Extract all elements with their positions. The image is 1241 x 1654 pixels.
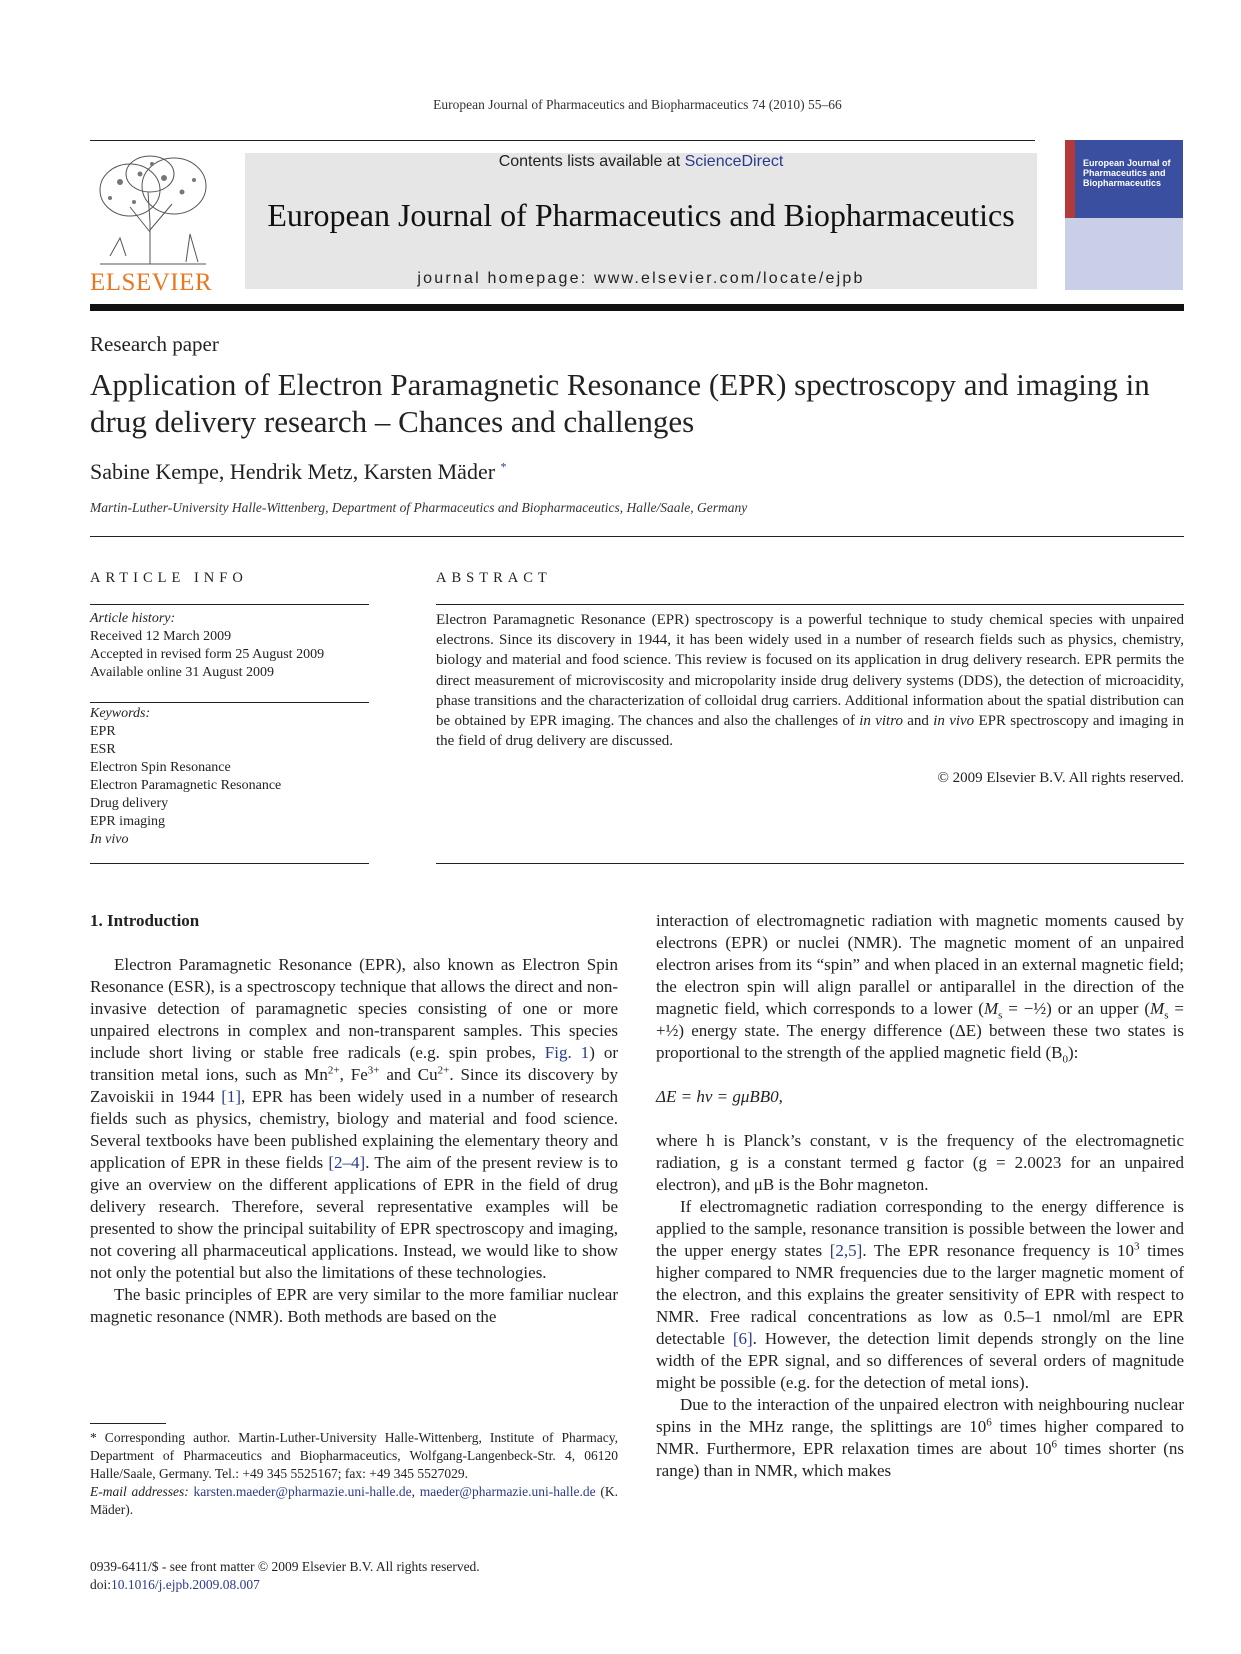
text: and Cu [379, 1065, 438, 1084]
superscript: 6 [986, 1416, 992, 1429]
email-link[interactable]: maeder@pharmazie.uni-halle.de [419, 1484, 596, 1499]
history-accepted: Accepted in revised form 25 August 2009 [90, 647, 325, 662]
abstract-copyright: © 2009 Elsevier B.V. All rights reserved. [937, 770, 1184, 786]
keyword-item: Electron Spin Resonance [90, 760, 231, 775]
text: . Since its discovery by Zavoiskii in 1944 [90, 1065, 619, 1106]
superscript: 2+ [437, 1064, 450, 1077]
history-online: Available online 31 August 2009 [90, 665, 275, 680]
email-tail: (K. Mäder). [90, 1484, 618, 1517]
email-label: E-mail addresses: [90, 1484, 194, 1499]
abstract-rule [436, 604, 1184, 605]
citation-link[interactable]: [6] [732, 1329, 753, 1348]
text: Due to the interaction of the unpaired electron with neighbouring nuclear spins in the MHz range, the splittings are 10 [656, 1395, 1184, 1436]
abstract-and: and [902, 713, 934, 730]
contents-line [245, 153, 1037, 171]
superscript: 6 [1051, 1438, 1057, 1451]
text: . However, the detection limit depends strongly on the line width of the EPR signal, and so differences of several orders of magnitude might be possible (e.g. for the detection of metal ions). [656, 1329, 1184, 1392]
subscript: s [1164, 1009, 1169, 1022]
text: ): [1067, 1043, 1079, 1062]
text: = +½) energy state. The energy difference (ΔE) between these two states is proportional to the strength of the applied magnetic field (B [656, 999, 1184, 1062]
paragraph [656, 1394, 1184, 1482]
keywords [90, 705, 281, 849]
paragraph [656, 910, 1184, 1064]
text: If electromagnetic radiation corresponding to the energy difference is applied to the sample, resonance transition is possible between the lower and the upper energy states [656, 1197, 1184, 1260]
sciencedirect-link[interactable]: ScienceDirect [684, 153, 784, 170]
article-title: Application of Electron Paramagnetic Resonance (EPR) spectroscopy and imaging in drug delivery research – Chances and challenges [90, 367, 1150, 439]
superscript: 2+ [327, 1064, 340, 1077]
history-rule [90, 702, 369, 703]
info-rule [90, 604, 369, 605]
citation-link[interactable]: [2–4] [328, 1153, 366, 1172]
abstract-part1: Electron Paramagnetic Resonance (EPR) spectroscopy is a powerful technique to study chemical species with unpaired electrons. Since its discovery in 1944, it has been widely used in a number of research fields such as physics, chemistry, biology and material and food science. This review is focused on its application in drug delivery research. EPR permits the direct measurement of microviscosity and micropolarity inside drug delivery systems (DDS), the detection of microacidity, phase transitions and the characterization of colloidal drug carriers. Additional information about the spatial distribution can be obtained by EPR imaging. The chances and also the challenges of [436, 612, 1184, 730]
body-column-right [656, 910, 1184, 1482]
keyword-item: EPR imaging [90, 814, 166, 829]
email-link[interactable]: karsten.maeder@pharmazie.uni-halle.de [193, 1484, 412, 1499]
journal-cover-thumbnail[interactable] [1065, 140, 1183, 290]
cover-lower-panel [1065, 218, 1183, 290]
separator: , [411, 1484, 420, 1499]
keyword-item: In vivo [90, 832, 129, 847]
elsevier-wordmark: ELSEVIER [90, 269, 213, 296]
abstract-heading: ABSTRACT [436, 570, 552, 586]
text: , Fe [339, 1065, 368, 1084]
superscript: 3+ [367, 1064, 380, 1077]
footnote-text: * Corresponding author. Martin-Luther-University Halle-Wittenberg, Institute of Pharmacy, Department of Pharmaceutics and Biopharmaceutics, Wolfgang-Langenbeck-Str. 4, 06120 Halle/Saale, Germany. Tel.: +49 345 5525167; fax: +49 345 5527029. [90, 1430, 618, 1481]
keyword-item: Electron Paramagnetic Resonance [90, 778, 282, 793]
body-column-left [90, 910, 618, 1328]
symbol: M [1150, 999, 1165, 1018]
keyword-item: EPR [90, 724, 116, 739]
publication-note [90, 1558, 480, 1594]
footnote-emails [90, 1483, 618, 1519]
abstract-text [436, 610, 1184, 751]
cover-title: European Journal of Pharmaceutics and Biopharmaceutics [1083, 158, 1171, 188]
affiliation-rule [90, 536, 1184, 537]
text: times higher compared to NMR. Furthermore, EPR relaxation times are about 10 [656, 1417, 1184, 1458]
article-history [90, 610, 324, 682]
abstract-in-vitro: in vitro [859, 713, 903, 730]
text: . The aim of the present review is to give an overview on the different applications of EPR in the field of drug delivery research. Therefore, several representative examples will be presented to show the principal suitability of EPR spectroscopy and imaging, not covering all pharmaceutical applications. Instead, we would like to show not only the potential but also the limitations of these technologies. [90, 1153, 619, 1282]
citation-link[interactable]: [1] [221, 1087, 242, 1106]
header-thick-rule [90, 304, 1184, 311]
text: Electron Paramagnetic Resonance (EPR), also known as Electron Spin Resonance (ESR), is a spectroscopy technique that allows the direct and non-invasive detection of paramagnetic species consisting of one or more unpaired electrons in complex and non-transparent samples. This species include short living or stable free radicals (e.g. spin probes, [90, 955, 618, 1062]
abstract-part2: EPR spectroscopy and imaging in the field of drug delivery are discussed. [436, 713, 1184, 750]
paragraph [656, 1196, 1184, 1394]
history-received: Received 12 March 2009 [90, 629, 232, 644]
contents-prefix: Contents lists available at [498, 153, 685, 170]
section-title: 1. Introduction [90, 911, 200, 930]
superscript: 3 [1134, 1240, 1140, 1253]
subscript: s [998, 1009, 1003, 1022]
text: ) or transition metal ions, such as Mn [90, 1043, 618, 1084]
issn-line: 0939-6411/$ - see front matter © 2009 Elsevier B.V. All rights reserved. [90, 1559, 480, 1574]
text: times shorter (ns range) than in NMR, which makes [656, 1439, 1184, 1480]
keywords-label: Keywords: [90, 706, 151, 721]
doi-line [90, 1576, 480, 1594]
footnote-rule [90, 1423, 166, 1424]
article-info-heading: ARTICLE INFO [90, 570, 248, 586]
keyword-item: Drug delivery [90, 796, 169, 811]
doi-link[interactable]: 10.1016/j.ejpb.2009.08.007 [111, 1577, 260, 1592]
abstract-in-vivo: in vivo [933, 713, 975, 730]
footnote [90, 1429, 618, 1519]
history-label: Article history: [90, 611, 176, 626]
text: times higher compared to NMR frequencies due to the larger magnetic moment of the electron, and this explains the greater sensitivity of EPR with respect to NMR. Free radical concentrations as low as 0.5–1 nmol/ml are EPR detectable [656, 1241, 1184, 1348]
text: interaction of electromagnetic radiation with magnetic moments caused by electrons (EPR) or nuclei (NMR). The magnetic moment of an unpaired electron arises from its “spin” and when placed in an external magnetic field; the electron spin will align parallel or antiparallel in the direction of the magnetic field, which corresponds to a lower ( [656, 911, 1184, 1018]
affiliation: Martin-Luther-University Halle-Wittenberg, Department of Pharmaceutics and Biopharmaceutics, Halle/Saale, Germany [90, 500, 748, 515]
header-rule [90, 140, 1035, 141]
elsevier-tree-icon [90, 152, 216, 266]
equation: ΔE = hv = gμBB0, [656, 1087, 783, 1106]
author-list [90, 459, 507, 485]
doi-prefix: doi: [90, 1577, 112, 1592]
abstract-bottom-rule [436, 863, 1184, 864]
elsevier-logo[interactable] [90, 152, 216, 296]
text: = −½) or an upper ( [1002, 999, 1151, 1018]
text: , EPR has been widely used in a number of research fields such as physics, chemistry, biology and material and food science. Several textbooks have been published explaining the elementary theory and application of EPR in these fields [90, 1087, 618, 1172]
paragraph [90, 954, 618, 1284]
corresponding-author-mark[interactable]: * [500, 459, 507, 474]
text: . The EPR resonance frequency is 10 [862, 1241, 1135, 1260]
subscript: 0 [1062, 1053, 1068, 1066]
symbol: M [983, 999, 999, 1018]
paragraph: where h is Planck’s constant, v is the frequency of the electromagnetic radiation, g is a constant termed g factor (g = 2.0023 for an unpaired electron), and μB is the Bohr magneton. [656, 1131, 1184, 1194]
paragraph: The basic principles of EPR are very similar to the more familiar nuclear magnetic resonance (NMR). Both methods are based on the [90, 1285, 618, 1326]
keywords-rule [90, 863, 369, 864]
keyword-item: ESR [90, 742, 116, 757]
running-head: European Journal of Pharmaceutics and Biopharmaceutics 74 (2010) 55–66 [433, 97, 842, 112]
figure-link[interactable]: Fig. 1 [544, 1043, 590, 1062]
article-type: Research paper [90, 332, 219, 356]
citation-link[interactable]: [2,5] [829, 1241, 863, 1260]
journal-title: European Journal of Pharmaceutics and Biopharmaceutics [267, 197, 1015, 233]
journal-homepage[interactable]: journal homepage: www.elsevier.com/locate/ejpb [417, 270, 865, 287]
authors: Sabine Kempe, Hendrik Metz, Karsten Mäder [90, 459, 496, 484]
